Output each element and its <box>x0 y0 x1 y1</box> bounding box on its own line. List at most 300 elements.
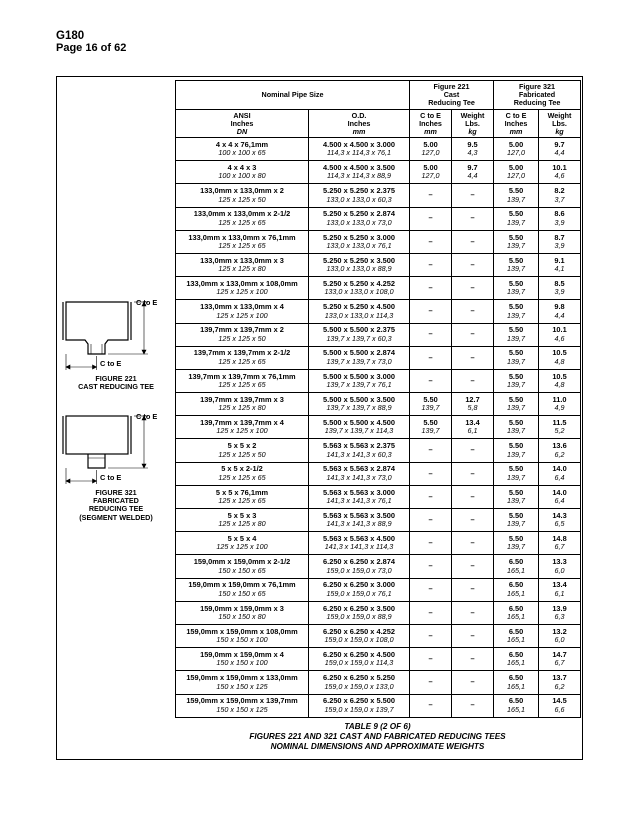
c-to-e-321-cell-metric: 139,7 <box>507 403 526 413</box>
pipe-size-cell <box>176 648 309 671</box>
weight-221-cell-imperial: – <box>470 236 475 246</box>
c-to-e-221-cell-metric: 139,7 <box>421 426 440 436</box>
pipe-size-cell-imperial: 159,0mm x 159,0mm x 76,1mm <box>188 580 296 590</box>
weight-321-cell-metric: 6,0 <box>554 635 565 645</box>
weight-321-cell <box>539 509 581 532</box>
weight-221-cell <box>452 253 494 276</box>
pipe-size-cell-imperial: 5 x 5 x 4 <box>227 533 257 543</box>
table-caption-line: TABLE 9 (2 OF 6) <box>344 722 411 731</box>
header-line: Lbs. <box>552 118 567 128</box>
weight-221-cell-imperial: – <box>470 607 475 617</box>
weight-321-cell-imperial: 10.1 <box>552 162 567 172</box>
od-cell-metric: 159,0 x 159,0 x 73,0 <box>326 565 392 575</box>
c-to-e-321-cell-metric: 139,7 <box>507 333 526 343</box>
weight-321-cell <box>539 671 581 694</box>
header-line: mm <box>424 126 437 136</box>
weight-321-cell-metric: 3,9 <box>554 217 565 227</box>
c-to-e-221-cell-imperial: 5.00 <box>423 162 438 172</box>
od-cell-metric: 159,0 x 159,0 x 108,0 <box>324 635 394 645</box>
od-cell <box>309 138 410 161</box>
c-to-e-321-cell-imperial: 5.50 <box>508 533 524 543</box>
weight-221-cell <box>452 184 494 207</box>
od-cell <box>309 694 410 717</box>
header-line: Lbs. <box>465 118 480 128</box>
header-line: Cast <box>443 90 460 99</box>
pipe-size-cell-metric: 150 x 150 x 65 <box>218 565 266 575</box>
od-cell-imperial: 5.250 x 5.250 x 2.874 <box>323 209 395 219</box>
pipe-size-cell-imperial: 133,0mm x 133,0mm x 2-1/2 <box>193 209 291 219</box>
c-to-e-321-cell <box>494 300 539 323</box>
c-to-e-321-cell-metric: 165,1 <box>507 588 526 598</box>
c-to-e-321-cell <box>494 671 539 694</box>
pipe-size-cell-metric: 125 x 125 x 50 <box>218 449 266 459</box>
c-to-e-321-cell-imperial: 6.50 <box>508 673 524 683</box>
weight-221-cell <box>452 161 494 184</box>
c-to-e-321-cell <box>494 253 539 276</box>
header-line: Inches <box>419 118 442 128</box>
weight-321-cell-imperial: 13.4 <box>552 580 567 590</box>
pipe-size-cell-metric: 100 x 100 x 65 <box>218 148 266 158</box>
pipe-size-cell-imperial: 133,0mm x 133,0mm x 108,0mm <box>186 278 298 288</box>
pipe-size-cell <box>176 138 309 161</box>
c-to-e-221-cell-imperial: 5.00 <box>423 139 438 149</box>
od-cell-imperial: 6.250 x 6.250 x 3.000 <box>323 580 395 590</box>
c-to-e-321-cell <box>494 161 539 184</box>
c-to-e-221-cell <box>410 462 452 485</box>
c-to-e-321-cell <box>494 532 539 555</box>
weight-321-cell-imperial: 10.5 <box>552 348 567 358</box>
weight-321-cell-imperial: 11.5 <box>552 418 567 428</box>
weight-221-cell-imperial: – <box>470 283 475 293</box>
weight-321-cell-metric: 5,2 <box>554 426 565 436</box>
c-to-e-321-cell <box>494 323 539 346</box>
od-cell <box>309 462 410 485</box>
pipe-size-cell <box>176 230 309 253</box>
weight-221-cell <box>452 416 494 439</box>
fabricated-tee-caption-line: REDUCING TEE <box>88 504 144 514</box>
c-to-e-221-cell-imperial: – <box>428 306 433 316</box>
pipe-size-cell <box>176 346 309 369</box>
od-cell <box>309 346 410 369</box>
weight-221-cell-metric: 4,4 <box>467 171 478 181</box>
c-to-e-321-cell-metric: 165,1 <box>507 611 526 621</box>
weight-321-cell <box>539 300 581 323</box>
weight-321-cell-metric: 6,5 <box>554 519 565 529</box>
cast-tee-caption-line: CAST REDUCING TEE <box>78 382 154 392</box>
od-cell <box>309 648 410 671</box>
od-cell-metric: 139,7 x 139,7 x 60,3 <box>326 333 392 343</box>
pipe-size-cell-imperial: 133,0mm x 133,0mm x 2 <box>200 186 284 196</box>
c-to-e-221-cell <box>410 300 452 323</box>
c-to-e-221-cell-metric: 139,7 <box>421 403 440 413</box>
cast-tee-c-to-e-side-label: C to E <box>136 298 158 307</box>
weight-221-cell <box>452 323 494 346</box>
weight-321-cell <box>539 416 581 439</box>
c-to-e-321-cell-metric: 165,1 <box>507 635 526 645</box>
header-line: C to E <box>505 110 527 120</box>
pipe-size-cell-imperial: 4 x 4 x 76,1mm <box>215 139 269 149</box>
pipe-size-cell <box>176 485 309 508</box>
od-cell <box>309 300 410 323</box>
pipe-size-cell-metric: 125 x 125 x 100 <box>216 426 268 436</box>
c-to-e-321-cell-metric: 139,7 <box>507 542 526 552</box>
c-to-e-221-cell-imperial: – <box>428 329 433 339</box>
od-cell <box>309 184 410 207</box>
od-cell-imperial: 5.563 x 5.563 x 3.500 <box>323 510 395 520</box>
c-to-e-321-cell-imperial: 5.50 <box>508 394 524 404</box>
c-to-e-321-cell <box>494 346 539 369</box>
c-to-e-321-cell <box>494 485 539 508</box>
weight-321-cell-metric: 6,2 <box>554 449 565 459</box>
od-cell-imperial: 5.500 x 5.500 x 4.500 <box>323 418 395 428</box>
od-cell <box>309 253 410 276</box>
weight-221-cell-imperial: – <box>470 375 475 385</box>
weight-221-cell-imperial: – <box>470 538 475 548</box>
c-to-e-221-cell <box>410 369 452 392</box>
od-cell-metric: 159,0 x 159,0 x 133,0 <box>324 681 394 691</box>
weight-321-cell-imperial: 9.8 <box>554 302 565 312</box>
pipe-size-cell <box>176 416 309 439</box>
page-number: Page 16 of 62 <box>56 42 127 54</box>
weight-221-cell-imperial: – <box>470 491 475 501</box>
weight-221-cell-imperial: – <box>470 259 475 269</box>
table-row <box>176 439 581 462</box>
od-cell <box>309 624 410 647</box>
c-to-e-221-cell <box>410 509 452 532</box>
pipe-size-cell-metric: 125 x 125 x 100 <box>216 310 268 320</box>
c-to-e-321-cell-imperial: 5.50 <box>508 510 524 520</box>
c-to-e-221-cell <box>410 648 452 671</box>
weight-321-cell-metric: 6,4 <box>554 472 565 482</box>
pipe-size-cell-metric: 125 x 125 x 80 <box>218 264 266 274</box>
od-cell-metric: 114,3 x 114,3 x 76,1 <box>326 148 392 158</box>
weight-221-cell-imperial: – <box>470 190 475 200</box>
pipe-size-cell-metric: 100 x 100 x 80 <box>218 171 266 181</box>
od-cell-imperial: 4.500 x 4.500 x 3.000 <box>323 139 395 149</box>
pipe-size-cell-imperial: 133,0mm x 133,0mm x 3 <box>200 255 284 265</box>
weight-221-cell <box>452 648 494 671</box>
c-to-e-321-cell-metric: 139,7 <box>507 426 526 436</box>
od-cell <box>309 277 410 300</box>
od-cell-metric: 159,0 x 159,0 x 139,7 <box>324 704 394 714</box>
od-cell <box>309 323 410 346</box>
weight-321-cell <box>539 230 581 253</box>
weight-321-cell-imperial: 10.5 <box>552 371 567 381</box>
c-to-e-321-cell-imperial: 5.50 <box>508 464 524 474</box>
od-cell-imperial: 4.500 x 4.500 x 3.500 <box>323 162 395 172</box>
c-to-e-321-cell-imperial: 6.50 <box>508 580 524 590</box>
weight-221-cell-imperial: – <box>470 630 475 640</box>
c-to-e-221-cell <box>410 671 452 694</box>
c-to-e-321-cell-imperial: 5.50 <box>508 325 524 335</box>
weight-221-cell <box>452 694 494 717</box>
c-to-e-221-cell-imperial: – <box>428 491 433 501</box>
c-to-e-221-cell <box>410 161 452 184</box>
c-to-e-321-cell-imperial: 5.00 <box>508 162 524 172</box>
pipe-size-cell-metric: 125 x 125 x 50 <box>218 333 266 343</box>
weight-221-cell <box>452 346 494 369</box>
weight-321-cell <box>539 346 581 369</box>
ansi-column-header <box>176 110 309 138</box>
pipe-size-cell-metric: 125 x 125 x 65 <box>218 380 266 390</box>
weight-221-cell <box>452 532 494 555</box>
c-to-e-321-cell <box>494 578 539 601</box>
weight-321-cell <box>539 694 581 717</box>
weight-321-cell <box>539 439 581 462</box>
header-line: Figure 221 <box>433 82 470 91</box>
pipe-size-cell-imperial: 159,0mm x 159,0mm x 108,0mm <box>186 626 298 636</box>
c-to-e-321-column-header <box>494 110 539 138</box>
fabricated-tee-caption <box>58 489 174 522</box>
pipe-size-cell-metric: 125 x 125 x 100 <box>216 287 268 297</box>
weight-321-cell <box>539 161 581 184</box>
od-cell-metric: 159,0 x 159,0 x 76,1 <box>326 588 392 598</box>
od-cell <box>309 369 410 392</box>
weight-221-cell-metric: 5,8 <box>467 403 478 413</box>
c-to-e-221-cell-imperial: – <box>428 607 433 617</box>
weight-321-cell-metric: 3,9 <box>554 287 565 297</box>
pipe-size-cell <box>176 555 309 578</box>
header-line: O.D. <box>351 110 367 120</box>
weight-321-cell-metric: 4,8 <box>554 356 565 366</box>
weight-321-cell-imperial: 13.7 <box>552 673 567 683</box>
weight-221-cell <box>452 509 494 532</box>
c-to-e-221-cell-metric: 127,0 <box>421 171 440 181</box>
fabricated-tee-c-to-e-side-label: C to E <box>136 412 158 421</box>
weight-321-cell-metric: 4,1 <box>554 264 565 274</box>
weight-221-cell-metric: 4,3 <box>467 148 478 158</box>
weight-321-cell <box>539 184 581 207</box>
table-row <box>176 138 581 161</box>
weight-321-cell <box>539 369 581 392</box>
weight-221-cell-imperial: – <box>470 584 475 594</box>
pipe-size-cell-imperial: 5 x 5 x 3 <box>227 510 257 520</box>
od-cell <box>309 439 410 462</box>
c-to-e-321-cell-metric: 139,7 <box>507 380 526 390</box>
c-to-e-321-cell-imperial: 5.50 <box>508 348 524 358</box>
weight-321-cell-imperial: 13.2 <box>552 626 567 636</box>
c-to-e-221-cell-imperial: – <box>428 514 433 524</box>
c-to-e-321-cell-imperial: 6.50 <box>508 557 524 567</box>
pipe-size-cell <box>176 509 309 532</box>
od-cell-imperial: 5.563 x 5.563 x 4.500 <box>323 533 395 543</box>
weight-321-cell-metric: 4,9 <box>554 403 565 413</box>
c-to-e-221-cell-imperial: – <box>428 236 433 246</box>
c-to-e-321-cell <box>494 230 539 253</box>
od-cell-imperial: 5.250 x 5.250 x 2.375 <box>323 186 395 196</box>
pipe-size-cell-imperial: 159,0mm x 159,0mm x 4 <box>200 649 284 659</box>
pipe-size-cell-imperial: 5 x 5 x 2-1/2 <box>221 464 263 474</box>
fabricated-tee-caption-line: FIGURE 321 <box>95 488 137 497</box>
pipe-size-cell <box>176 300 309 323</box>
pipe-size-cell-imperial: 139,7mm x 139,7mm x 76,1mm <box>188 371 296 381</box>
cast-tee-caption <box>58 375 174 391</box>
od-cell <box>309 207 410 230</box>
c-to-e-221-cell <box>410 578 452 601</box>
od-cell <box>309 578 410 601</box>
od-cell <box>309 230 410 253</box>
weight-221-cell-imperial: – <box>470 352 475 362</box>
od-cell-imperial: 5.250 x 5.250 x 4.252 <box>323 278 395 288</box>
table-caption-line: FIGURES 221 AND 321 CAST AND FABRICATED REDUCING TEES <box>249 732 506 741</box>
header-line: mm <box>352 126 366 136</box>
c-to-e-321-cell-imperial: 5.50 <box>508 302 524 312</box>
od-cell <box>309 485 410 508</box>
c-to-e-221-cell-imperial: – <box>428 584 433 594</box>
cast-tee-c-to-e-bottom-label: C to E <box>100 359 122 368</box>
weight-221-cell <box>452 462 494 485</box>
weight-221-cell <box>452 369 494 392</box>
pipe-size-cell-metric: 125 x 125 x 65 <box>218 472 266 482</box>
pipe-size-cell-imperial: 5 x 5 x 76,1mm <box>215 487 269 497</box>
pipe-size-cell-metric: 125 x 125 x 65 <box>218 240 266 250</box>
c-to-e-221-cell-imperial: – <box>428 352 433 362</box>
pipe-size-cell <box>176 161 309 184</box>
c-to-e-221-cell <box>410 184 452 207</box>
weight-321-cell <box>539 323 581 346</box>
weight-321-cell-metric: 6,7 <box>554 658 565 668</box>
c-to-e-321-cell-metric: 139,7 <box>507 287 526 297</box>
c-to-e-321-cell-metric: 139,7 <box>507 496 526 505</box>
c-to-e-321-cell-metric: 139,7 <box>507 240 526 250</box>
od-cell-imperial: 6.250 x 6.250 x 4.500 <box>323 649 395 659</box>
header-line: Weight <box>460 110 485 120</box>
header-line: Fabricated <box>518 90 556 99</box>
pipe-size-cell-metric: 125 x 125 x 65 <box>218 217 266 227</box>
c-to-e-221-cell-imperial: – <box>428 538 433 548</box>
c-to-e-321-cell <box>494 509 539 532</box>
header-line: mm <box>509 126 523 136</box>
c-to-e-321-cell-imperial: 6.50 <box>508 626 524 636</box>
c-to-e-321-cell-metric: 139,7 <box>507 472 526 482</box>
pipe-size-cell-imperial: 133,0mm x 133,0mm x 4 <box>200 302 284 312</box>
od-cell-imperial: 5.500 x 5.500 x 2.375 <box>323 325 395 335</box>
c-to-e-221-cell <box>410 416 452 439</box>
od-cell-metric: 133,0 x 133,0 x 114,3 <box>324 310 394 320</box>
table-row <box>176 207 581 230</box>
weight-221-cell <box>452 138 494 161</box>
weight-321-cell <box>539 393 581 416</box>
c-to-e-321-cell <box>494 393 539 416</box>
od-cell-imperial: 5.500 x 5.500 x 2.874 <box>323 348 395 358</box>
weight-221-cell-imperial: – <box>470 306 475 316</box>
od-cell-metric: 139,7 x 139,7 x 114,3 <box>324 426 394 436</box>
pipe-size-cell-imperial: 139,7mm x 139,7mm x 3 <box>200 394 284 404</box>
weight-221-cell <box>452 439 494 462</box>
figure-221-header <box>410 81 494 110</box>
weight-221-cell <box>452 671 494 694</box>
table-row <box>176 323 581 346</box>
c-to-e-321-cell <box>494 648 539 671</box>
weight-221-cell <box>452 207 494 230</box>
c-to-e-221-cell <box>410 624 452 647</box>
weight-321-cell <box>539 253 581 276</box>
c-to-e-321-cell <box>494 624 539 647</box>
pipe-size-cell <box>176 393 309 416</box>
c-to-e-321-cell-imperial: 5.50 <box>508 418 524 428</box>
weight-321-cell <box>539 555 581 578</box>
weight-221-cell-imperial: 9.7 <box>467 162 478 172</box>
weight-321-cell-metric: 3,7 <box>554 194 565 204</box>
weight-321-cell-metric: 4,6 <box>554 333 565 343</box>
c-to-e-321-cell-imperial: 5.50 <box>508 278 524 288</box>
c-to-e-221-cell <box>410 277 452 300</box>
c-to-e-221-cell <box>410 694 452 717</box>
pipe-size-cell-metric: 125 x 125 x 100 <box>216 542 268 552</box>
pipe-size-cell-imperial: 139,7mm x 139,7mm x 4 <box>200 418 284 428</box>
c-to-e-321-cell-imperial: 6.50 <box>508 603 524 613</box>
pipe-size-cell-imperial: 159,0mm x 159,0mm x 3 <box>200 603 284 613</box>
c-to-e-221-cell-imperial: – <box>428 630 433 640</box>
od-cell-imperial: 5.250 x 5.250 x 3.500 <box>323 255 395 265</box>
pipe-size-cell-metric: 125 x 125 x 80 <box>218 403 266 413</box>
od-cell-metric: 141,3 x 141,3 x 114,3 <box>324 542 394 552</box>
od-cell-metric: 159,0 x 159,0 x 114,3 <box>324 658 394 668</box>
c-to-e-321-cell <box>494 439 539 462</box>
reducing-tee-table <box>175 80 581 718</box>
table-row <box>176 485 581 508</box>
weight-321-cell <box>539 207 581 230</box>
c-to-e-321-cell-metric: 127,0 <box>507 171 526 181</box>
weight-221-column-header <box>452 110 494 138</box>
c-to-e-221-cell <box>410 138 452 161</box>
weight-321-cell-imperial: 14.0 <box>552 464 567 474</box>
od-cell-imperial: 6.250 x 6.250 x 3.500 <box>323 603 395 613</box>
c-to-e-321-cell <box>494 138 539 161</box>
od-cell-metric: 139,7 x 139,7 x 73,0 <box>326 356 392 366</box>
weight-221-cell-imperial: 13.4 <box>465 418 480 428</box>
c-to-e-321-cell-metric: 139,7 <box>507 449 526 459</box>
weight-321-cell-metric: 4,4 <box>554 310 565 320</box>
od-cell-metric: 133,0 x 133,0 x 88,9 <box>326 264 392 274</box>
weight-321-cell-metric: 4,4 <box>554 148 565 158</box>
pipe-size-cell <box>176 624 309 647</box>
header-line: kg <box>555 126 564 136</box>
weight-221-cell <box>452 624 494 647</box>
weight-221-cell-metric: 6,1 <box>467 426 478 436</box>
od-cell-metric: 114,3 x 114,3 x 88,9 <box>326 171 392 181</box>
header-line: DN <box>236 126 248 136</box>
table-row <box>176 253 581 276</box>
c-to-e-321-cell-metric: 139,7 <box>507 356 526 366</box>
pipe-size-cell <box>176 462 309 485</box>
od-cell-metric: 141,3 x 141,3 x 73,0 <box>326 472 392 482</box>
table-row <box>176 509 581 532</box>
weight-321-cell <box>539 601 581 624</box>
weight-321-cell-imperial: 9.1 <box>554 255 565 265</box>
weight-221-cell <box>452 578 494 601</box>
weight-221-cell-imperial: 9.5 <box>467 139 478 149</box>
c-to-e-321-cell <box>494 416 539 439</box>
table-caption-line: NOMINAL DIMENSIONS AND APPROXIMATE WEIGHTS <box>270 742 485 751</box>
od-column-header <box>309 110 410 138</box>
od-cell-imperial: 5.250 x 5.250 x 4.500 <box>323 302 395 312</box>
pipe-size-cell-metric: 125 x 125 x 65 <box>218 496 266 505</box>
pipe-size-cell <box>176 207 309 230</box>
pipe-size-cell <box>176 439 309 462</box>
pipe-size-cell-imperial: 159,0mm x 159,0mm x 133,0mm <box>186 673 298 683</box>
pipe-size-cell <box>176 253 309 276</box>
pipe-size-cell-imperial: 139,7mm x 139,7mm x 2-1/2 <box>193 348 291 358</box>
weight-321-cell-imperial: 13.6 <box>552 441 567 451</box>
c-to-e-321-cell-imperial: 5.50 <box>508 255 524 265</box>
weight-321-cell-imperial: 8.7 <box>554 232 565 242</box>
c-to-e-321-cell <box>494 369 539 392</box>
table-row <box>176 300 581 323</box>
pipe-size-cell-imperial: 159,0mm x 159,0mm x 139,7mm <box>186 696 298 706</box>
c-to-e-221-cell <box>410 207 452 230</box>
c-to-e-221-cell-imperial: – <box>428 700 433 710</box>
